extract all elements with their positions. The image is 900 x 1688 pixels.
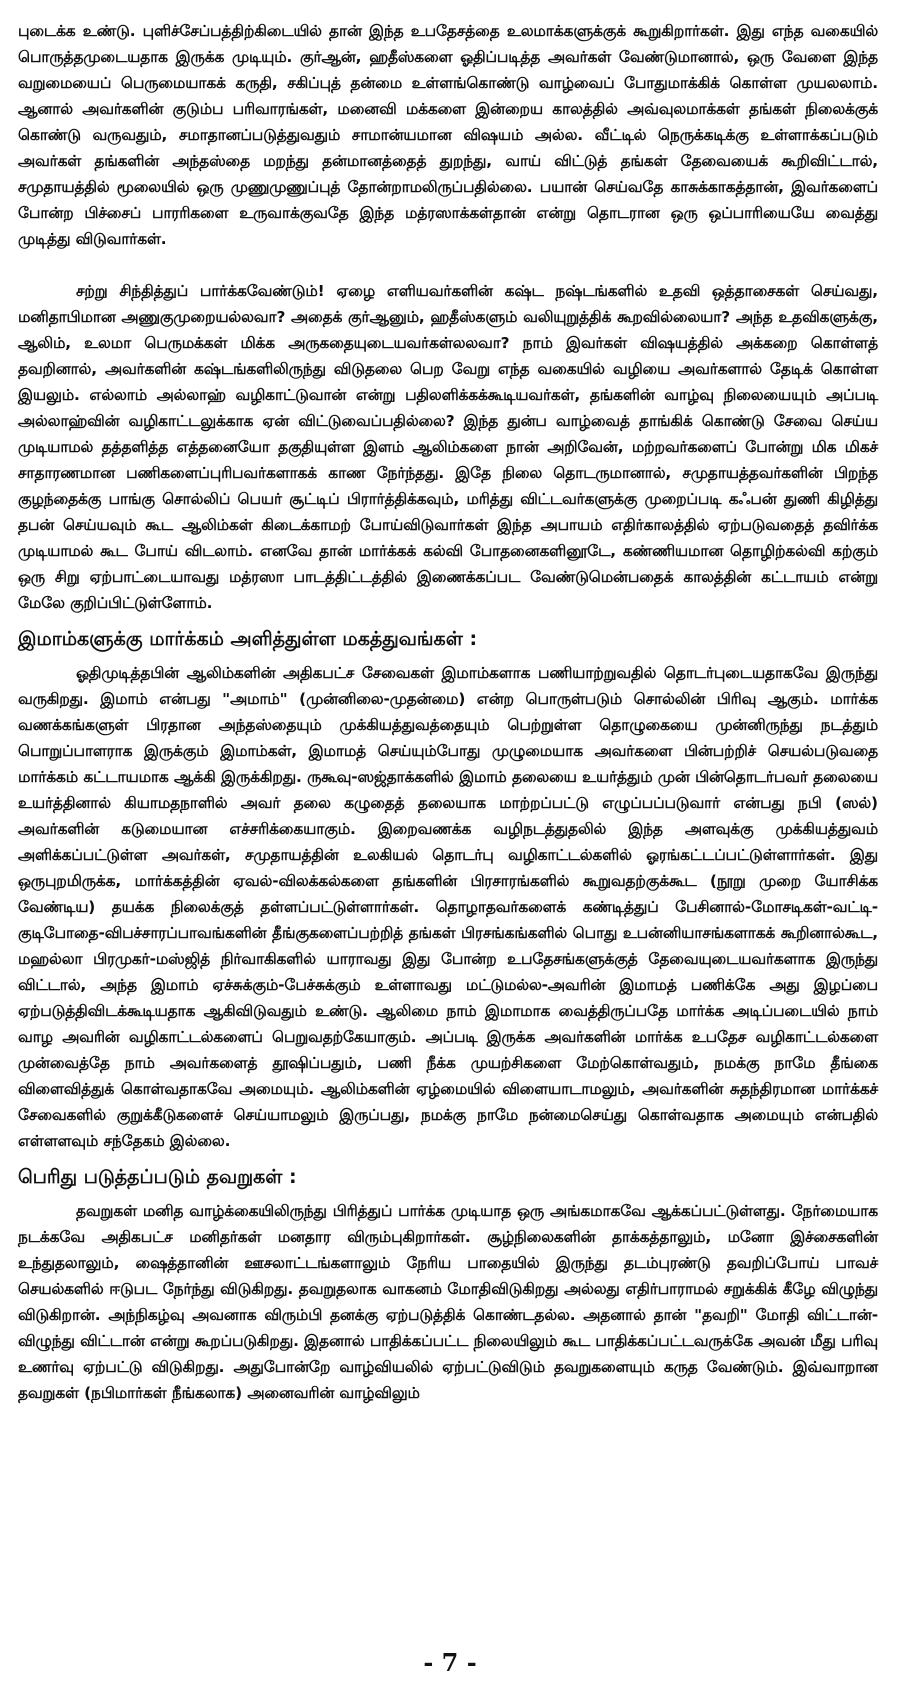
section-heading-mistakes: பெரிது படுத்தப்படும் தவறுகள் : <box>18 1166 297 1188</box>
paragraph-mistakes: தவறுகள் மனித வாழ்க்கையிலிருந்து பிரித்துப் பார்க்க முடியாத ஒரு அங்கமாகவே ஆக்கப்பட்டுள்ளது. நேர்மையாக நடக்கவே அதிகபட்ச மனிதர்கள் மனதார விரும்புகிறார்கள். சூழ்நிலைகளின் தாக்கத்தாலும், மனோ இச்சைகளின் உந்துதலாலும், ஷைத்தானின் ஊசலாட்டங்களாலும் நேரிய பாதையில் இருந்து தடம்புரண்டு தவறிப்போய் பாவச் செயல்களில் ஈடுபட நேர்ந்து விடுகிறது. தவறுதலாக வாகனம் மோதிவிடுகிறது அல்லது எதிர்பாராமல் சறுக்கிக் கீழே விழுந்து விடுகிறான். அந்நிகழ்வு அவனாக விரும்பி தனக்கு ஏற்படுத்திக் கொண்டதல்ல. அதனால் தான் "தவறி" மோதி விட்டான்-விழுந்து விட்டான் என்று கூறப்படுகிறது. இதனால் பாதிக்கப்பட்ட நிலையிலும் கூட பாதிக்கப்பட்டவருக்கே அவன் மீது பரிவு உணர்வு ஏற்பட்டு விடுகிறது. அதுபோன்றே வாழ்வியலில் ஏற்பட்டுவிடும் தவறுகளையும் கருத வேண்டும். இவ்வாறான தவறுகள் (நபிமார்கள் நீங்கலாக) அனைவரின் வாழ்விலும் <box>18 1202 878 1402</box>
section-heading-imams: இமாம்களுக்கு மார்க்கம் அளித்துள்ள மகத்துவங்கள் : <box>18 628 478 650</box>
paragraph-continuation: புடைக்க உண்டு. புளிச்சேப்பத்திற்கிடையில் தான் இந்த உபதேசத்தை உலமாக்களுக்குக் கூறுகிறார்கள். இது எந்த வகையில் பொருத்தமுடையதாக இருக்க முடியும். குர்ஆன், ஹதீஸ்களை ஓதிப்படித்த அவர்கள் வேண்டுமானால், ஒரு வேளை இந்த வறுமையைப் பெருமையாகக் கருதி, சகிப்புத் தன்மை உள்ளங்கொண்டு வாழ்வைப் போதுமாக்கிக் கொள்ள முயலலாம். ஆனால் அவர்களின் குடும்ப பரிவாரங்கள், மனைவி மக்களை இன்றைய காலத்தில் அவ்வுலமாக்கள் தங்கள் நிலைக்குக் கொண்டு வருவதும், சமாதானப்படுத்துவதும் சாமான்யமான விஷயம் அல்ல. வீட்டில் நெருக்கடிக்கு உள்ளாக்கப்படும் அவர்கள் தங்களின் அந்தஸ்தை மறந்து தன்மானத்தைத் துறந்து, வாய் விட்டுத் தங்கள் தேவையைக் கூறிவிட்டால், சமுதாயத்தில் மூலையில் ஒரு முணுமுணுப்புத் தோன்றாமலிருப்பதில்லை. பயான் செய்வதே காசுக்காகத்தான், இவர்களைப் போன்ற பிச்சைப் பாரரிகளை உருவாக்குவதே இந்த மத்ரஸாக்கள்தான் என்று தொடரான ஒரு ஒப்பாரியையே வைத்து முடித்து விடுவார்கள். <box>18 22 878 248</box>
paragraph-reflection: சற்று சிந்தித்துப் பார்க்கவேண்டும்! ஏழை எளியவர்களின் கஷ்ட நஷ்டங்களில் உதவி ஒத்தாசைகள் செய்வது, மனிதாபிமான அணுகுமுறையல்லவா? அதைக் குர்ஆனும், ஹதீஸ்களும் வலியுறுத்திக் கூறவில்லையா? அந்த உதவிகளுக்கு, ஆலிம், உலமா பெருமக்கள் மிக்க அருகதையுடையவர்கள்லலவா? நாம் இவர்கள் விஷயத்தில் அக்கறை கொள்ளத் தவறினால், அவர்களின் கஷ்டங்களிலிருந்து விடுதலை பெற வேறு எந்த வகையில் வழியை அவர்களால் தேடிக் கொள்ள இயலும். எல்லாம் அல்லாஹ் வழிகாட்டுவான் என்று பதிலளிக்கக்கூடியவர்கள், தங்களின் வாழ்வு நிலையையும் அப்படி அல்லாஹ்வின் வழிகாட்டலுக்காக ஏன் விட்டுவைப்பதில்லை? இந்த துன்ப வாழ்வைத் தாங்கிக் கொண்டு சேவை செய்ய முடியாமல் தத்தளித்த எத்தனையோ தகுதியுள்ள இளம் ஆலிம்களை நான் அறிவேன், மற்றவர்களைப் போன்று மிக மிகச் சாதாரணமான பணிகளைப்புரிபவர்களாகக் காண நேர்ந்தது. இதே நிலை தொடருமானால், சமுதாயத்தவர்களின் பிறந்த குழந்தைக்கு பாங்கு சொல்லிப் பெயர் சூட்டிப் பிரார்த்திக்கவும், மரித்து விட்டவர்களுக்கு முறைப்படி கஃபன் துணி கிழித்து தபன் செய்யவும் கூட ஆலிம்கள் கிடைக்காமற் போய்விடுவார்கள் இந்த அபாயம் எதிர்காலத்தில் ஏற்படுவதைத் தவிர்க்க முடியாமல் கூட போய் விடலாம். எனவே தான் மார்க்கக் கல்வி போதனைகளினூடே, கண்ணியமான தொழிற்கல்வி கற்கும் ஒரு சிறு ஏற்பாட்டையாவது மத்ரஸா பாடத்திட்டத்தில் இணைக்கப்பட வேண்டுமென்பதைக் காலத்தின் கட்டாயம் என்று மேலே குறிப்பிட்டுள்ளோம். <box>18 282 878 612</box>
paragraph-gap <box>18 252 878 278</box>
paragraph-imams: ஓதிமுடித்தபின் ஆலிம்களின் அதிகபட்ச சேவைகள் இமாம்களாக பணியாற்றுவதில் தொடர்புடையதாகவே இருந்து வருகிறது. இமாம் என்பது "அமாம்" (முன்னிலை-முதன்மை) என்ற பொருள்படும் சொல்லின் பிரிவு ஆகும். மார்க்க வணக்கங்களுள் பிரதான அந்தஸ்தையும் முக்கியத்துவத்தையும் பெற்றுள்ள தொழுகையை முன்னிருந்து நடத்தும் பொறுப்பாளராக இருக்கும் இமாம்கள், இமாமத் செய்யும்போது முழுமையாக அவர்களை பின்பற்றிச் செயல்படுவதை மார்க்கம் கட்டாயமாக ஆக்கி இருக்கிறது. ருகூவு-ஸஜ்தாக்களில் இமாம் தலையை உயர்த்தும் முன் பின்தொடர்பவர் தலையை உயர்த்தினால் கியாமதநாளில் அவர் தலை கழுதைத் தலையாக மாற்றப்பட்டு எழுப்பப்படுவார் என்பது நபி (ஸல்) அவர்களின் கடுமையான எச்சரிக்கையாகும். இறைவணக்க வழிநடத்துதலில் இந்த அளவுக்கு முக்கியத்துவம் அளிக்கப்பட்டுள்ள அவர்கள், சமுதாயத்தின் உலகியல் தொடர்பு வழிகாட்டல்களில் ஓரங்கட்டப்பட்டுள்ளார்கள். இது ஒருபுறமிருக்க, மார்க்கத்தின் ஏவல்-விலக்கல்களை தங்களின் பிரசாரங்களில் கூறுவதற்குக்கூட (நூறு முறை யோசிக்க வேண்டிய) தயக்க நிலைக்குத் தள்ளப்பட்டுள்ளார்கள். தொழாதவர்களைக் கண்டித்துப் பேசினால்-மோசடிகள்-வட்டி-குடிபோதை-விபச்சாரப்பாவங்களின் தீங்குகளைப்பற்றித் தங்கள் பிரசங்கங்களில் பொது உபன்னியாசங்களாகக் கூறினால்கூட, மஹல்லா பிரமுகர்-மஸ்ஜித் நிர்வாகிகளில் யாராவது இது போன்ற உபதேசங்களுக்குத் தேவையுடையவர்களாக இருந்து விட்டால், அந்த இமாம் ஏச்சுக்கும்-பேச்சுக்கும் உள்ளாவது மட்டுமல்ல-அவரின் இமாமத் பணிக்கே அது இழப்பை ஏற்படுத்திவிடக்கூடியதாக ஆகிவிடுவதும் உண்டு. ஆலிமை நாம் இமாமாக வைத்திருப்பதே மார்க்க அடிப்படையில் நாம் வாழ அவரின் வழிகாட்டல்களைப் பெறுவதற்கேயாகும். அப்படி இருக்க அவர்களின் மார்க்க உபதேச வழிகாட்டல்களை முன்வைத்தே நாம் அவர்களைத் தூஷிப்பதும், பணி நீக்க முயற்சிகளை மேற்கொள்வதும், நமக்கு நாமே தீங்கை விளைவித்துக் கொள்வதாகவே அமையும். ஆலிம்களின் ஏழ்மையில் விளையாடாமலும், அவர்களின் சுதந்திரமான மார்க்கச் சேவைகளில் குறுக்கீடுகளைச் செய்யாமலும் இருப்பது, நமக்கு நாமே நன்மைசெய்து கொள்வதாக அமையும் என்பதில் எள்ளளவும் சந்தேகம் இல்லை. <box>18 664 878 1150</box>
page-number: - 7 - <box>423 1648 477 1677</box>
